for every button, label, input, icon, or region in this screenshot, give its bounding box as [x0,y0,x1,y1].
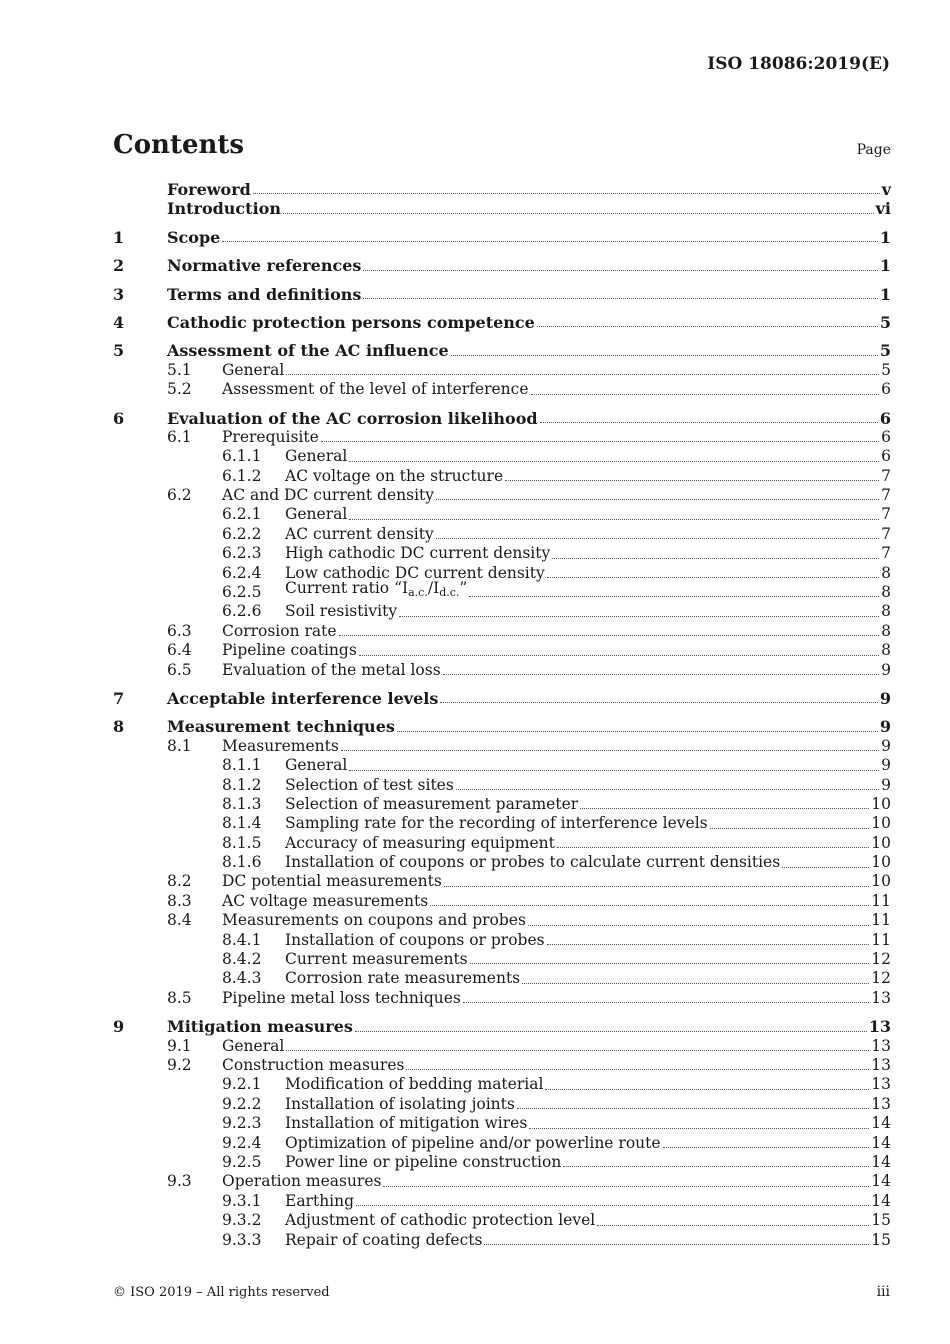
toc-entry[interactable] [113,525,891,544]
dot-leader [444,886,869,887]
toc-entry-number: 8 [113,717,125,737]
toc-entry-title: Acceptable interference levels [167,688,439,708]
toc-entry-number: 9.1 [167,1036,192,1055]
toc-entry[interactable] [113,950,891,969]
toc-entry[interactable] [113,1114,891,1133]
toc-entry-page: 15 [871,1211,891,1230]
toc-entry-page: 14 [871,1152,891,1171]
dot-leader [580,808,869,809]
toc-entry[interactable] [113,341,891,360]
dot-leader [663,1147,870,1148]
toc-entry[interactable] [113,834,891,853]
toc-entry-page: 7 [881,524,891,543]
toc-entry-title: General [285,756,348,775]
toc-entry[interactable] [113,1172,891,1191]
toc-entry-title: General [222,1036,285,1055]
toc-entry[interactable] [113,892,891,911]
toc-entry-page: 11 [871,891,891,910]
toc-entry-title: Introduction [167,199,281,219]
table-of-contents [113,180,891,1250]
toc-entry-title: Mitigation measures [167,1017,353,1037]
toc-entry-title: Sampling rate for the recording of interference levels [285,814,708,833]
dot-leader [339,635,880,636]
toc-entry-page: 6 [881,447,891,466]
toc-entry[interactable] [113,969,891,988]
toc-entry-page: 8 [881,583,891,602]
toc-entry-title: Power line or pipeline construction [285,1152,562,1171]
toc-entry-number: 6.4 [167,641,192,660]
toc-entry-title: DC potential measurements [222,872,442,891]
toc-entry-title: Evaluation of the metal loss [222,660,441,679]
toc-entry-number: 5.1 [167,360,192,379]
toc-entry-number: 3 [113,284,125,304]
toc-entry-page: 11 [871,930,891,949]
toc-entry[interactable] [113,661,891,680]
dot-leader [484,1244,869,1245]
toc-entry-page: 13 [871,1094,891,1113]
toc-entry-page: 9 [881,660,891,679]
dot-leader [710,828,870,829]
toc-entry-title: Scope [167,227,221,247]
toc-entry[interactable] [113,1017,891,1036]
toc-entry-number: 8.1 [167,736,192,755]
toc-title-part: Current ratio “I [285,579,409,598]
toc-entry[interactable] [113,199,891,218]
toc-entry-page: 13 [871,1036,891,1055]
toc-entry-page: 15 [871,1230,891,1249]
dot-leader [253,193,880,194]
toc-entry-title: Measurements on coupons and probes [222,911,526,930]
toc-entry-page: 10 [871,872,891,891]
toc-entry[interactable] [113,689,891,708]
dot-leader [547,944,870,945]
toc-entry-number: 6.1.2 [222,466,262,485]
toc-entry-number: 4 [113,312,125,332]
dot-leader [451,355,878,356]
toc-title-part: /I [427,579,440,598]
toc-entry-title: Repair of coating defects [285,1230,483,1249]
dot-leader [456,789,879,790]
toc-entry-number: 6.2.3 [222,544,262,563]
toc-entry-page: 14 [871,1133,891,1152]
toc-entry-title: AC and DC current density [222,486,435,505]
dot-leader [463,1002,869,1003]
toc-entry-number: 9.2.5 [222,1152,262,1171]
toc-entry-title: Corrosion rate measurements [285,969,521,988]
toc-entry-page: 9 [879,717,891,737]
toc-entry-number: 6.3 [167,621,192,640]
toc-entry-title: Assessment of the AC influence [167,341,449,361]
toc-entry-number: 8.3 [167,891,192,910]
toc-entry[interactable] [113,756,891,775]
toc-entry-number: 9.2.4 [222,1133,262,1152]
copyright-notice: © ISO 2019 – All rights reserved [113,1285,330,1300]
toc-entry-page: 6 [881,380,891,399]
toc-entry-number: 9.2 [167,1056,192,1074]
toc-entry-number: 8.1.5 [222,833,262,852]
toc-entry[interactable] [113,1192,891,1211]
toc-entry-page: 10 [871,794,891,813]
dot-leader [552,558,879,559]
toc-entry[interactable] [113,313,891,332]
toc-entry[interactable] [113,486,891,505]
dot-leader [349,519,879,520]
dot-leader [529,1128,869,1129]
dot-leader [222,241,878,242]
dot-leader [349,461,879,462]
toc-entry[interactable] [113,989,891,1008]
toc-entry-page: 5 [879,341,891,361]
dot-leader [557,847,869,848]
toc-entry-title: High cathodic DC current density [285,544,551,563]
toc-entry-title: General [285,447,348,466]
dot-leader [782,867,869,868]
toc-entry-page: 6 [881,427,891,446]
toc-entry-page: 12 [871,950,891,969]
toc-entry[interactable] [113,814,891,833]
toc-entry-page: 11 [871,911,891,930]
dot-leader [286,1050,869,1051]
toc-entry-page: 10 [871,814,891,833]
toc-entry-page: vi [875,199,891,219]
toc-entry-page: 10 [871,853,891,872]
toc-entry-title: General [285,505,348,524]
toc-title-subscript: d.c. [439,586,460,600]
toc-entry-number: 6 [113,408,125,428]
toc-entry[interactable] [113,717,891,736]
page-column-label: Page [856,142,891,158]
toc-entry-page: v [881,179,891,199]
toc-entry-title: Installation of coupons or probes to calculate current densities [285,853,781,872]
dot-leader [363,298,877,299]
toc-entry-page: 10 [871,833,891,852]
toc-entry-title: Earthing [285,1191,355,1210]
toc-entry[interactable] [113,467,891,486]
toc-entry-number: 9.3.3 [222,1230,262,1249]
toc-entry-number: 9.2.1 [222,1075,262,1094]
dot-leader [531,394,880,395]
dot-leader [321,441,879,442]
toc-entry[interactable] [113,579,891,602]
toc-entry-title: AC voltage on the structure [285,466,504,485]
toc-entry[interactable] [113,873,891,892]
toc-entry-number: 9.2.2 [222,1094,262,1113]
toc-entry[interactable] [113,380,891,399]
toc-entry-number: 8.4.2 [222,950,262,969]
toc-title-subscript: a.c. [408,586,428,600]
dot-leader [349,770,879,771]
toc-entry-page: 5 [881,360,891,379]
toc-entry-title: Construction measures [222,1056,405,1074]
toc-entry-title: Selection of test sites [285,775,454,794]
toc-entry[interactable] [113,256,891,275]
toc-entry-number: 8.4.1 [222,930,262,949]
toc-entry[interactable] [113,1153,891,1172]
toc-entry-page: 6 [879,408,891,428]
dot-leader [505,480,879,481]
dot-leader [470,963,870,964]
toc-entry-title: Installation of coupons or probes [285,930,545,949]
toc-entry-title: Operation measures [222,1172,382,1191]
toc-entry[interactable] [113,447,891,466]
toc-entry-number: 9.3.2 [222,1211,262,1230]
toc-entry-page: 8 [881,563,891,582]
dot-leader [399,616,879,617]
dot-leader [355,1031,867,1032]
toc-entry-page: 9 [879,688,891,708]
toc-entry-page: 8 [881,621,891,640]
toc-entry[interactable] [113,622,891,641]
toc-entry-number: 9.3.1 [222,1191,262,1210]
toc-entry-title: AC current density [285,524,434,543]
toc-entry-title: Pipeline coatings [222,641,357,660]
toc-entry-page: 14 [871,1172,891,1191]
dot-leader [537,326,878,327]
toc-entry-number: 9.3 [167,1172,192,1191]
toc-entry-number: 9 [113,1017,125,1037]
dot-leader [363,270,877,271]
toc-entry-page: 14 [871,1114,891,1133]
toc-entry-title: Accuracy of measuring equipment [285,833,555,852]
toc-entry-number: 6.2 [167,486,192,505]
toc-entry-number: 9.2.3 [222,1114,262,1133]
toc-entry-page: 5 [879,312,891,332]
toc-entry-number: 2 [113,256,125,276]
dot-leader [545,1089,869,1090]
page-number: iii [876,1284,890,1300]
toc-entry-page: 13 [868,1017,891,1037]
toc-entry-page: 7 [881,486,891,505]
document-id: ISO 18086:2019(E) [707,54,890,74]
toc-entry[interactable] [113,1056,891,1075]
toc-entry-title: Foreword [167,179,251,199]
toc-entry-title: Terms and definitions [167,284,362,304]
toc-entry-page: 7 [881,466,891,485]
toc-entry-title: Prerequisite [222,427,319,446]
toc-entry[interactable] [113,602,891,621]
toc-entry[interactable] [113,1037,891,1056]
toc-entry-number: 6.2.6 [222,602,262,621]
dot-leader [436,538,879,539]
toc-entry[interactable] [113,428,891,447]
dot-leader [341,750,879,751]
dot-leader [440,702,877,703]
toc-entry-page: 13 [871,1056,891,1074]
dot-leader [430,905,869,906]
toc-entry-number: 6.1.1 [222,447,262,466]
toc-entry-number: 8.1.1 [222,756,262,775]
toc-entry[interactable] [113,931,891,950]
dot-leader [528,925,869,926]
dot-leader [443,674,879,675]
toc-entry-title: Soil resistivity [285,602,398,621]
toc-entry[interactable] [113,911,891,930]
toc-entry[interactable] [113,1075,891,1094]
toc-entry[interactable] [113,180,891,199]
toc-entry[interactable] [113,409,891,428]
toc-entry-title: Measurements [222,736,339,755]
dot-leader [436,499,879,500]
toc-entry[interactable] [113,853,891,872]
toc-entry[interactable] [113,795,891,814]
toc-entry-title: General [222,360,285,379]
toc-entry[interactable] [113,564,891,583]
toc-entry-page: 13 [871,1075,891,1094]
dot-leader [540,422,878,423]
toc-entry-number: 8.2 [167,872,192,891]
toc-entry-number: 8.5 [167,988,192,1007]
toc-entry-number: 8.1.4 [222,814,262,833]
toc-entry-page: 14 [871,1191,891,1210]
toc-entry[interactable] [113,737,891,756]
toc-entry-title: AC voltage measurements [222,891,429,910]
toc-entry-page: 7 [881,505,891,524]
toc-entry-number: 6.5 [167,660,192,679]
toc-entry-number: 8.4 [167,911,192,930]
toc-entry-page: 13 [871,988,891,1007]
toc-entry[interactable] [113,505,891,524]
toc-entry-number: 8.1.3 [222,794,262,813]
toc-entry-title: Current measurements [285,950,468,969]
toc-entry[interactable] [113,1134,891,1153]
toc-entry-page: 8 [881,602,891,621]
toc-entry-title: Installation of mitigation wires [285,1114,528,1133]
toc-entry-title: Normative references [167,256,362,276]
toc-entry[interactable] [113,1095,891,1114]
dot-leader [397,731,878,732]
toc-entry-page: 9 [881,756,891,775]
toc-entry-title: Selection of measurement parameter [285,794,579,813]
dot-leader [517,1108,869,1109]
dot-leader [286,374,879,375]
toc-entry-page: 1 [879,284,891,304]
dot-leader [469,596,879,597]
toc-entry-number: 6.1 [167,427,192,446]
toc-entry-page: 9 [881,775,891,794]
toc-entry-page: 9 [881,736,891,755]
toc-entry[interactable] [113,228,891,247]
toc-entry-number: 6.2.1 [222,505,262,524]
toc-entry-title: Modification of bedding material [285,1075,544,1094]
toc-entry-page: 1 [879,227,891,247]
toc-entry-page: 7 [881,544,891,563]
toc-entry-page: 8 [881,641,891,660]
toc-entry[interactable] [113,1231,891,1250]
toc-entry-number: 6.2.5 [222,583,262,602]
toc-entry-title: Evaluation of the AC corrosion likelihood [167,408,538,428]
toc-entry-number: 5 [113,341,125,361]
toc-entry[interactable] [113,776,891,795]
dot-leader [356,1205,869,1206]
toc-entry-number: 6.2.4 [222,563,262,582]
toc-entry-title: Pipeline metal loss techniques [222,988,461,1007]
dot-leader [283,213,874,214]
toc-entry-number: 6.2.2 [222,524,262,543]
toc-entry-number: 1 [113,227,125,247]
toc-entry[interactable] [113,361,891,380]
dot-leader [547,577,879,578]
toc-entry-number: 8.4.3 [222,969,262,988]
page-title: Contents [113,130,245,160]
toc-entry-number: 8.1.6 [222,853,262,872]
dot-leader [522,983,869,984]
dot-leader [563,1166,869,1167]
toc-entry-title: Measurement techniques [167,717,395,737]
toc-entry-title: Adjustment of cathodic protection level [285,1211,596,1230]
toc-entry-number: 5.2 [167,380,192,399]
toc-entry-title: Optimization of pipeline and/or powerline route [285,1133,661,1152]
toc-entry-title: Assessment of the level of interference [222,380,529,399]
toc-entry-title: Installation of isolating joints [285,1094,515,1113]
toc-entry-number: 8.1.2 [222,775,262,794]
dot-leader [406,1069,869,1070]
toc-entry-page: 1 [879,256,891,276]
toc-entry-title: Low cathodic DC current density [285,563,545,582]
toc-entry[interactable] [113,641,891,660]
toc-entry-title [285,579,467,602]
dot-leader [359,655,879,656]
toc-entry-title: Corrosion rate [222,621,337,640]
toc-entry[interactable] [113,544,891,563]
dot-leader [597,1225,869,1226]
toc-entry-title: Cathodic protection persons competence [167,312,535,332]
toc-entry-number: 7 [113,688,125,708]
toc-title-part: ” [459,579,468,598]
toc-entry[interactable] [113,1211,891,1230]
dot-leader [383,1186,869,1187]
toc-entry-page: 12 [871,969,891,988]
toc-entry[interactable] [113,285,891,304]
